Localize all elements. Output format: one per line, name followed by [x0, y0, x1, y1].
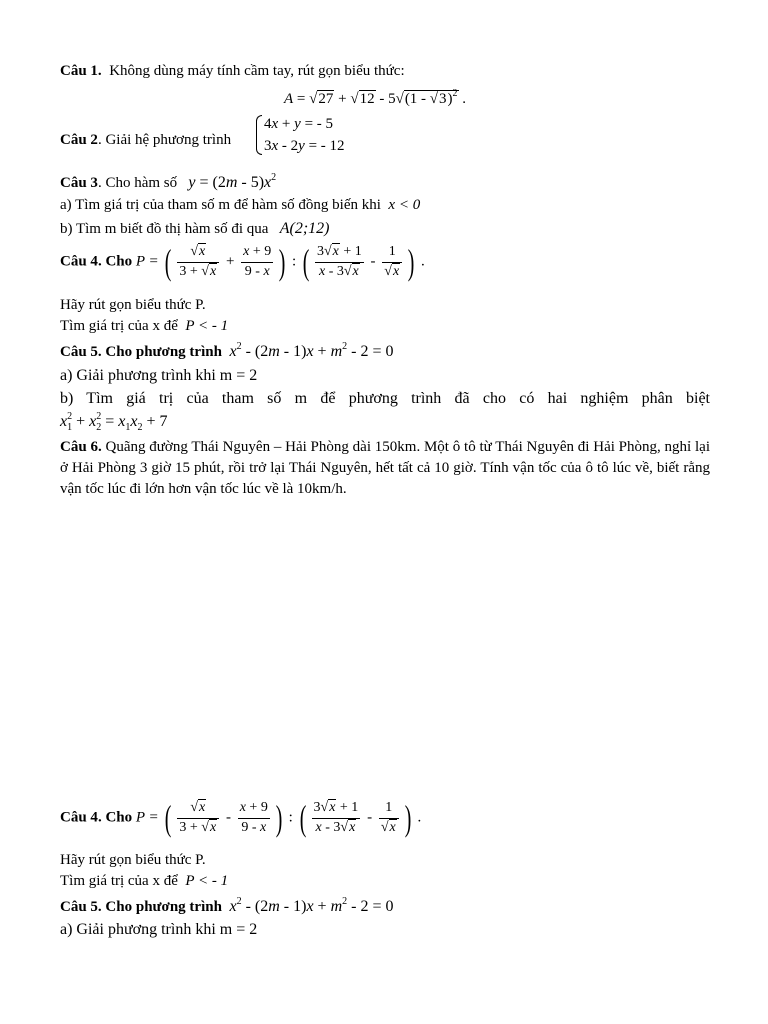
question-2-line	[60, 131, 231, 149]
question-4-repeat-label-dot: . Cho	[97, 809, 133, 826]
question-3a-condition: x < 0	[388, 197, 421, 213]
question-2-system	[254, 113, 345, 157]
question-5-formula: $x^2 - (2m - 1)x + m^2 - 2 = 0$	[229, 341, 394, 360]
question-5-repeat-a: a) Giải phương trình khi m = 2	[60, 921, 258, 938]
question-5-repeat-formula: $x^2 - (2m - 1)x + m^2 - 2 = 0$	[229, 896, 394, 915]
system-equation-1: 4x + y = - 5	[264, 116, 334, 132]
question-3-text: . Cho hàm số	[97, 175, 178, 191]
question-3-formula: $y = (2m - 5)x^2$	[188, 172, 277, 191]
question-1-text: Không dùng máy tính cầm tay, rút gọn biểu thức:	[109, 63, 405, 79]
question-1-line	[60, 62, 405, 80]
question-4-repeat-find: Tìm giá trị của x để	[60, 873, 178, 889]
question-4-repeat-condition: P < - 1	[185, 873, 229, 889]
question-5a: a) Giải phương trình khi m = 2	[60, 367, 258, 384]
question-3b-text: b) Tìm m biết đồ thị hàm số đi qua	[60, 221, 269, 237]
question-3a-text: a) Tìm giá trị của tham số m để hàm số đồng biến khi	[60, 197, 381, 213]
p-formula-lhs: P =	[135, 253, 159, 270]
question-4-repeat-find-line	[60, 872, 228, 890]
question-4-label-bold: Câu 4	[60, 253, 98, 270]
question-5-label: Câu 5. Cho phương trình	[60, 344, 222, 360]
question-5b: b) Tìm giá trị của tham số m để phương trình đã cho có hai nghiệm phân biệt	[60, 390, 710, 407]
system-equation-2: 3x - 2y = - 12	[264, 138, 345, 154]
question-4-find: Tìm giá trị của x để	[60, 318, 178, 334]
p-formula-repeat-lhs: P =	[135, 809, 159, 826]
question-1-label: Câu 1.	[60, 63, 102, 79]
question-4-find-line	[60, 317, 228, 335]
question-5-repeat-label: Câu 5. Cho phương trình	[60, 899, 222, 915]
question-5-line	[60, 341, 394, 361]
question-4-repeat-simplify: Hãy rút gọn biểu thức P.	[60, 852, 206, 868]
question-3-line	[60, 172, 276, 192]
question-2-text: . Giải hệ phương trình	[97, 132, 232, 148]
question-4-repeat-line: Câu 4. Cho P = ( $\frac{√x}{3 + √x}$ - $\frac{x + 9}{9 - x}$ ) : ( $\frac{3√x + 1}{x - 3√x}$ - $\frac{1}{√x}$ ) .	[60, 798, 422, 839]
question-3a-line	[60, 196, 420, 214]
question-4-line: Câu 4. Cho P = ( $\frac{√x}{3 + √x}$ + $\frac{x + 9}{9 - x}$ ) : ( $\frac{3√x + 1}{x - 3√x}$ - $\frac{1}{√x}$ ) .	[60, 242, 425, 283]
question-6-label: Câu 6.	[60, 439, 102, 455]
question-5-repeat-line	[60, 896, 394, 916]
question-4-repeat-label: Câu 4	[60, 809, 98, 826]
question-2-label: Câu 2	[60, 132, 98, 148]
question-3b-line	[60, 219, 329, 238]
question-1-formula: A = √27 + √12 - 5√(1 - √3)$^2$ .	[284, 88, 467, 107]
question-5b-condition: $x_1^2 + x_2^2 = x_1x_2 + 7$	[60, 411, 168, 433]
question-3-label: Câu 3	[60, 175, 98, 191]
question-4-simplify: Hãy rút gọn biểu thức P.	[60, 297, 206, 313]
question-3b-point: A(2;12)	[279, 220, 330, 237]
question-6-text: Quãng đường Thái Nguyên – Hải Phòng dài 150km. Một ô tô từ Thái Nguyên đi Hải Phòng, nghỉ lại ở Hải Phòng 3 giờ 15 phút, rồi trở lại Thái Nguyên, hết tất cả 10 giờ. Tính vận tốc của ô tô lúc về, biết rằng vận tốc lúc đi lớn hơn vận tốc lúc về là 10km/h.	[60, 439, 710, 497]
question-6	[60, 437, 710, 500]
question-4-condition: P < - 1	[185, 318, 229, 334]
question-4-label: . Cho	[97, 253, 133, 270]
